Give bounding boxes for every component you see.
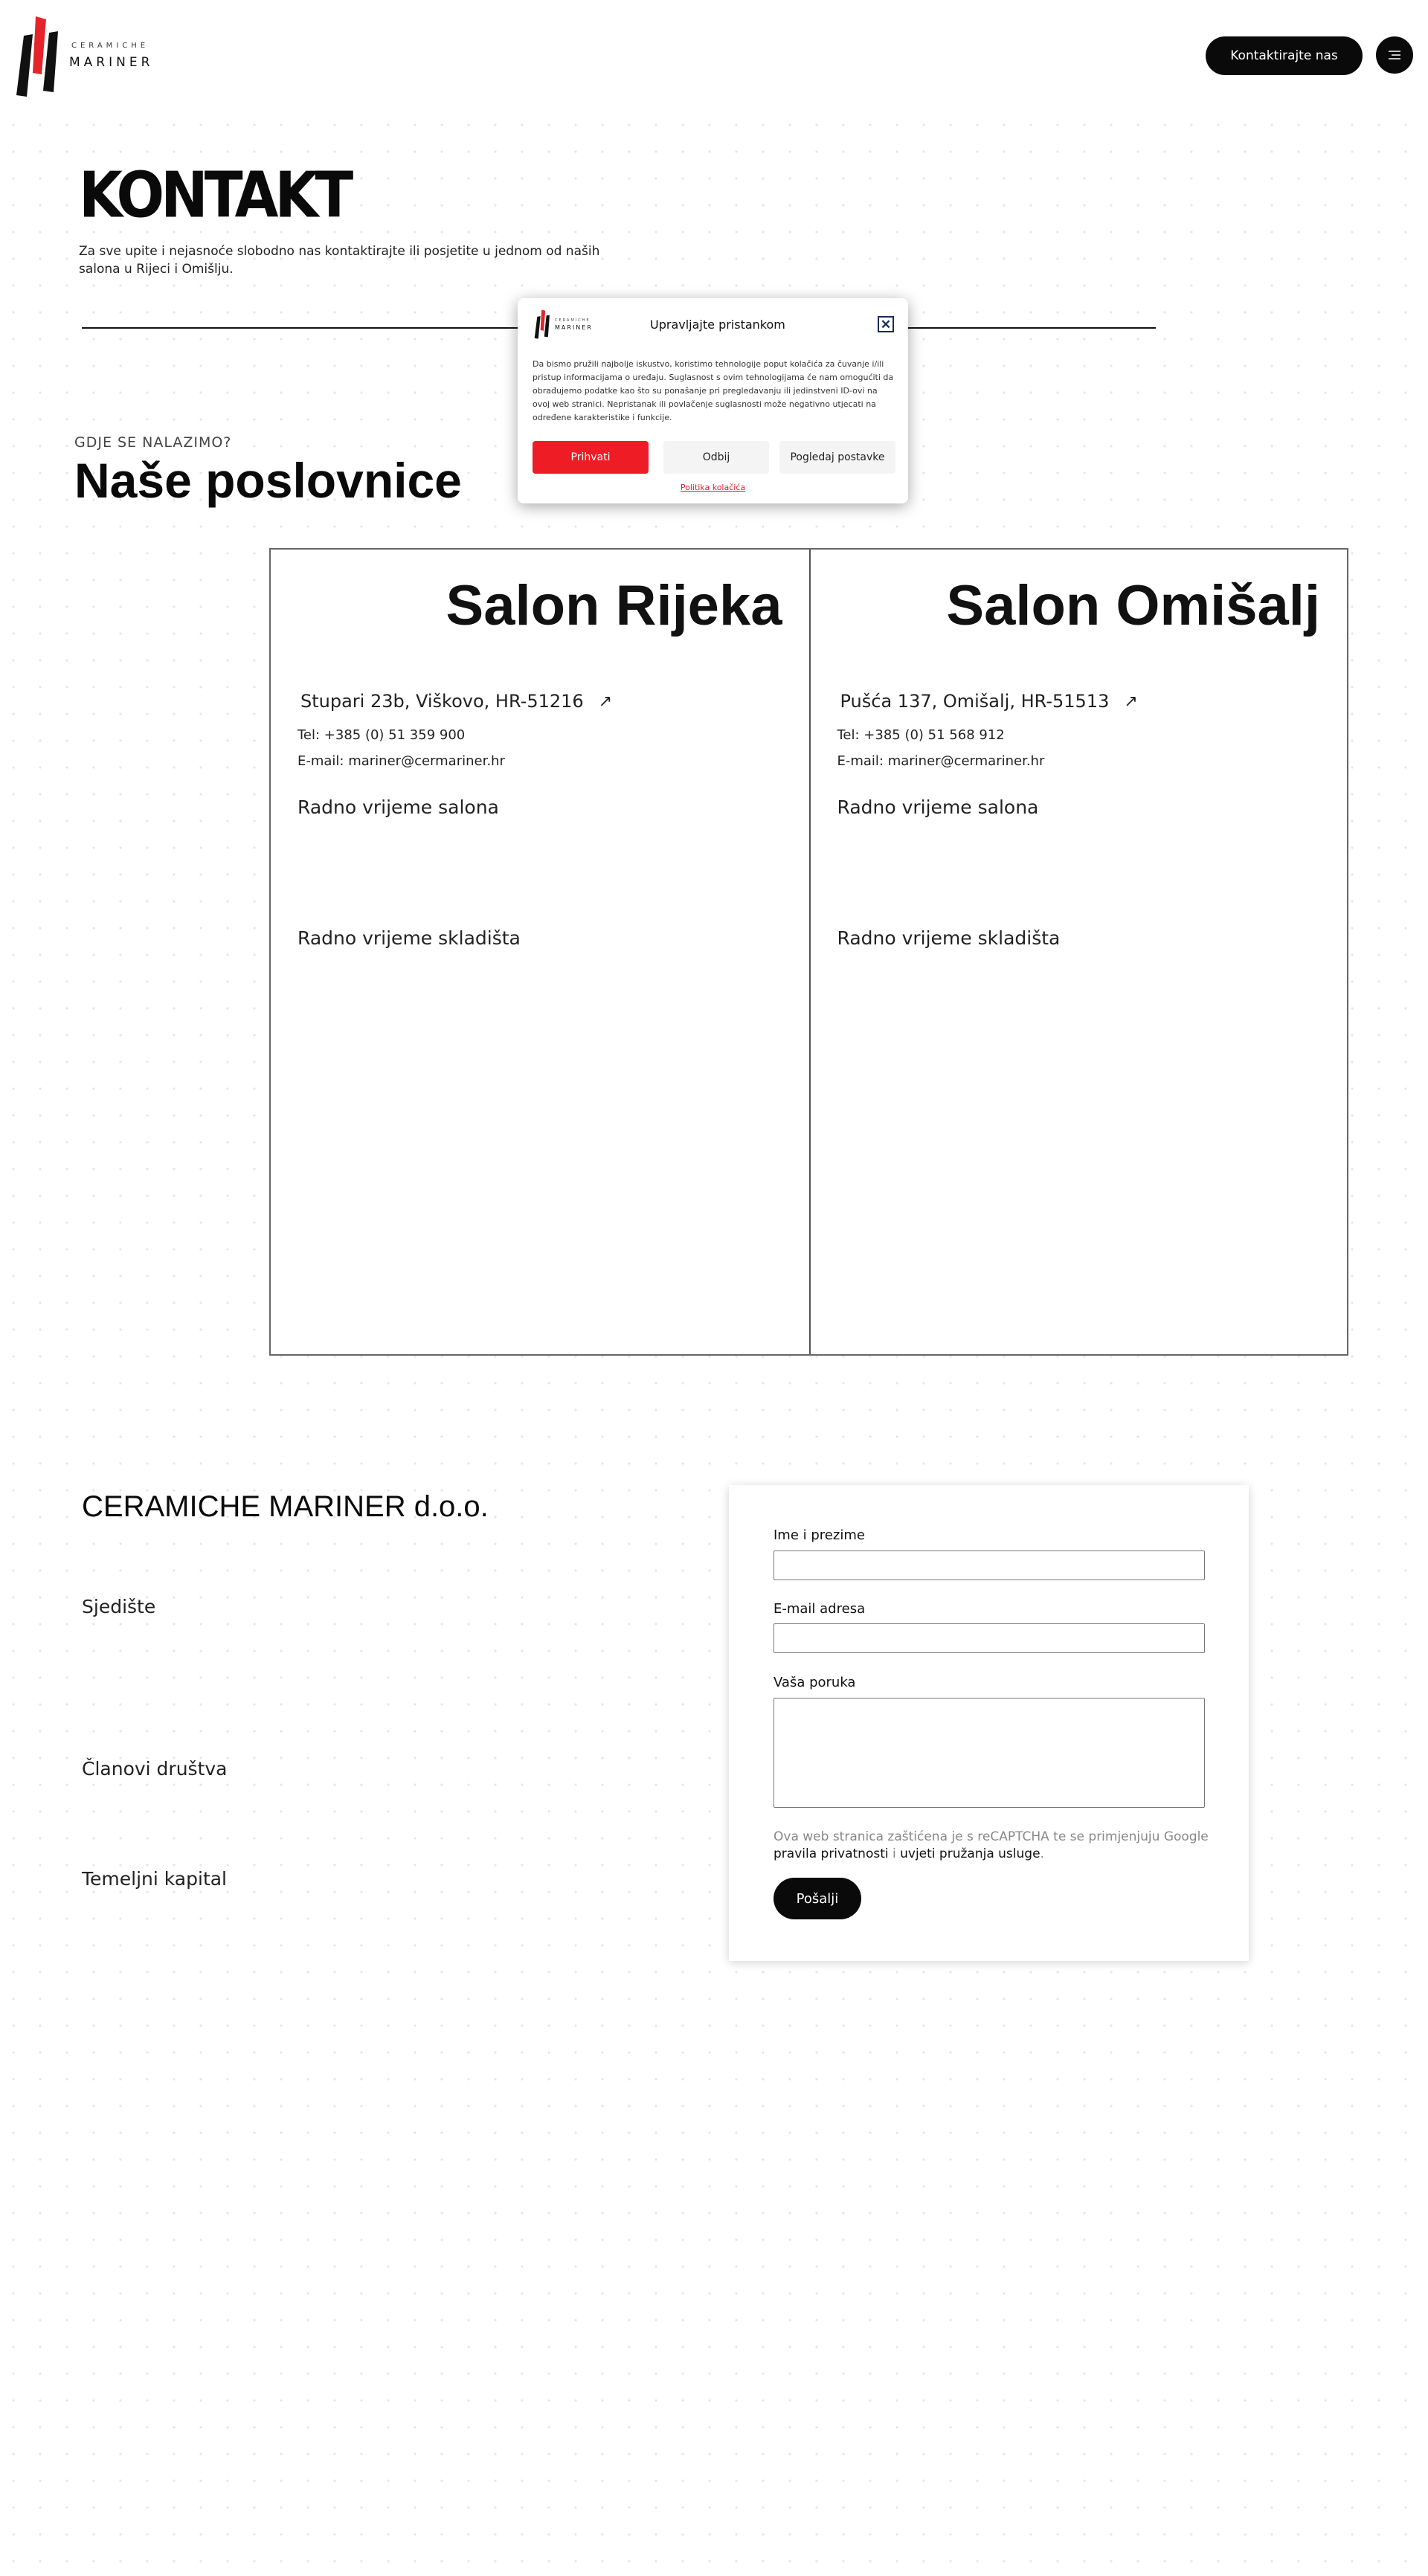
salon-address-text: Stupari 23b, Viškovo, HR-51216 [300, 691, 584, 712]
recaptcha-text: Ova web stranica zaštićena je s reCAPTCHA te se primjenjuju Google [774, 1829, 1209, 1844]
company-members-label: Članovi društva [82, 1758, 228, 1780]
recaptcha-end: . [1040, 1846, 1044, 1861]
send-button[interactable]: Pošalji [774, 1878, 861, 1919]
intro-text: Za sve upite i nejasnoće slobodno nas kontaktirajte ili posjetite u jednom od naših salona u Rijeci i Omišlju. [79, 244, 600, 277]
salon-name: Salon Omišalj [946, 574, 1320, 637]
logo-mark-icon [533, 309, 555, 340]
page-title: KONTAKT [79, 158, 350, 232]
company-name: CERAMICHE MARINER d.o.o. [82, 1490, 489, 1523]
email-field-label: E-mail adresa [774, 1601, 866, 1617]
menu-icon [1387, 50, 1402, 60]
brand-logo[interactable] [13, 13, 192, 100]
message-textarea[interactable] [774, 1698, 1205, 1808]
salon-card-rijeka [271, 550, 809, 1354]
close-button[interactable] [878, 316, 894, 332]
recaptcha-and: i [888, 1846, 901, 1861]
deny-cookies-button[interactable]: Odbij [663, 441, 769, 474]
logo-text-top: CERAMICHE [71, 42, 149, 50]
close-icon: ✕ [880, 317, 892, 332]
site-header [0, 0, 1428, 112]
view-preferences-button[interactable]: Pogledaj postavke [779, 441, 895, 474]
logo-text-bottom: MARINER [69, 55, 154, 70]
locations-title: Naše poslovnice [74, 453, 462, 508]
salon-phone[interactable]: Tel: +385 (0) 51 568 912 [837, 727, 1005, 743]
salon-card-omisalj [809, 550, 1348, 1354]
terms-of-service-link[interactable]: uvjeti pružanja usluge [900, 1846, 1041, 1861]
accept-cookies-button[interactable]: Prihvati [533, 441, 649, 474]
salon-grid [269, 548, 1348, 1356]
arrow-up-right-icon: ↗ [598, 692, 613, 711]
salon-hours-label: Radno vrijeme salona [298, 796, 499, 818]
salon-address-text: Pušća 137, Omišalj, HR-51513 [840, 691, 1110, 712]
salon-phone[interactable]: Tel: +385 (0) 51 359 900 [298, 727, 466, 743]
name-input[interactable] [774, 1551, 1205, 1580]
cookie-brand-logo [533, 309, 599, 340]
cookie-consent-dialog [518, 298, 908, 503]
salon-address-link[interactable] [840, 691, 1138, 712]
name-field-label: Ime i prezime [774, 1527, 865, 1543]
salon-hours-label: Radno vrijeme salona [837, 796, 1039, 818]
locations-eyebrow: GDJE SE NALAZIMO? [74, 434, 232, 451]
cookie-policy-link[interactable]: Politika kolačića [680, 483, 746, 492]
recaptcha-notice [774, 1829, 1220, 1863]
salon-address-link[interactable] [300, 691, 612, 712]
company-capital-label: Temeljni kapital [82, 1868, 228, 1890]
salon-email[interactable]: E-mail: mariner@cermariner.hr [837, 753, 1045, 769]
company-seat-label: Sjedište [82, 1596, 156, 1617]
contact-form [729, 1485, 1249, 1961]
arrow-up-right-icon: ↗ [1124, 692, 1138, 711]
warehouse-hours-label: Radno vrijeme skladišta [837, 927, 1061, 949]
menu-button[interactable] [1376, 36, 1413, 74]
cookie-logo-text-top: CERAMICHE [555, 318, 591, 323]
warehouse-hours-label: Radno vrijeme skladišta [298, 927, 521, 949]
cookie-title: Upravljajte pristankom [650, 318, 785, 332]
salon-name: Salon Rijeka [446, 574, 782, 637]
privacy-policy-link[interactable]: pravila privatnosti [774, 1846, 889, 1861]
cookie-description: Da bismo pružili najbolje iskustvo, koristimo tehnologije poput kolačića za čuvanje i/ili pristup informacijama o uređaju. Suglasnost s ovim tehnologijama će nam omogućiti da obrađujemo podatke kao što su ponašanje pri pregledavanju ili jedinstveni ID-ovi na ovoj web stranici. Nepristanak ili povlačenje suglasnosti može negativno utjecati na određene karakteristike i funkcije. [533, 359, 894, 422]
salon-email[interactable]: E-mail: mariner@cermariner.hr [298, 753, 505, 769]
message-field-label: Vaša poruka [774, 1675, 856, 1690]
cookie-logo-text-bottom: MARINER [555, 324, 593, 331]
email-input[interactable] [774, 1623, 1205, 1653]
logo-mark-icon [13, 13, 70, 100]
contact-us-button[interactable]: Kontaktirajte nas [1206, 36, 1363, 75]
